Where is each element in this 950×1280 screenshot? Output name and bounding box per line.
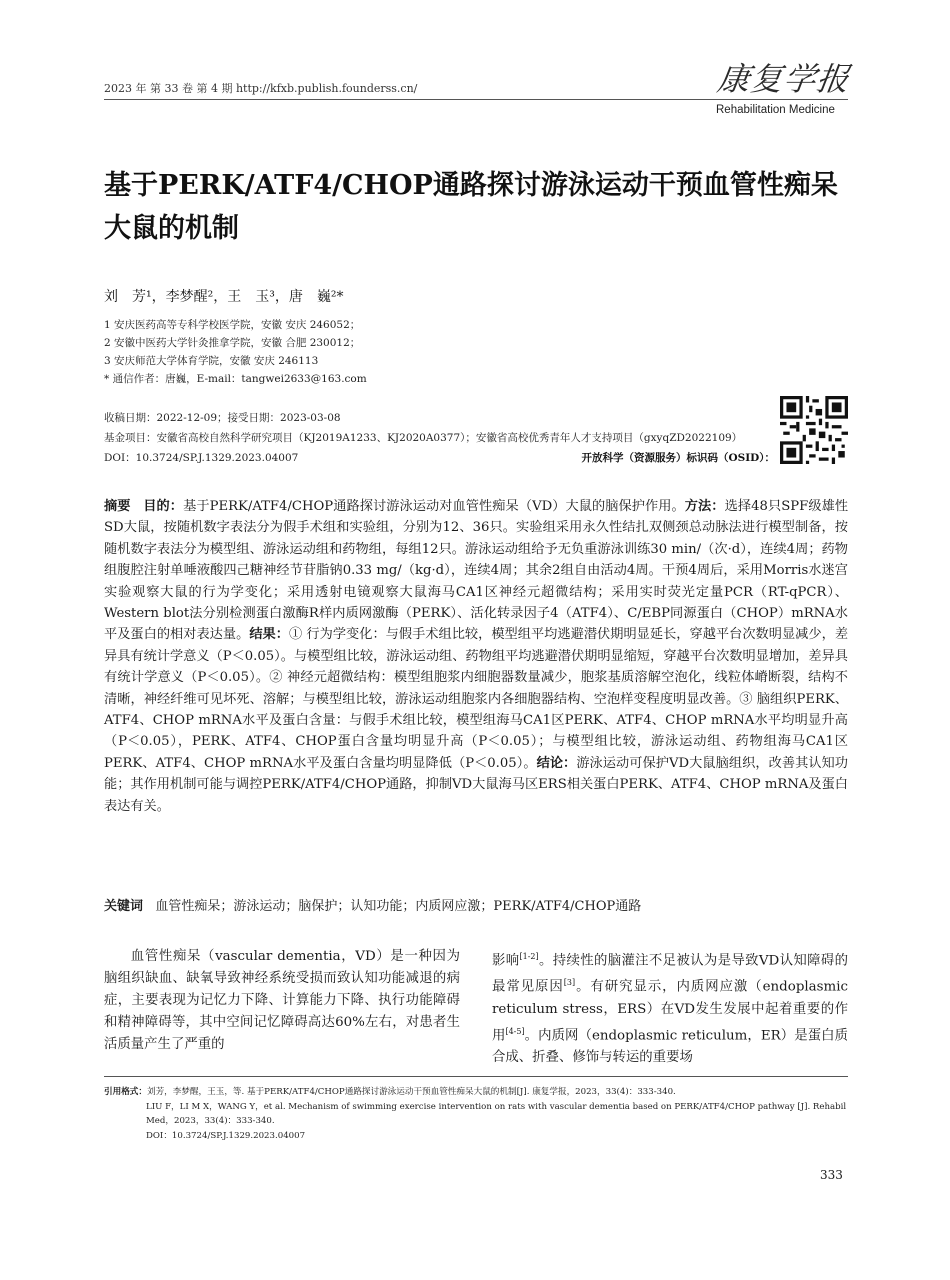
results-label: 结果： [249, 627, 289, 643]
conclusion-text: 游泳运动可保护VD大鼠脑组织，改善其认知功能；其作用机制可能与调控PERK/ATF4/CHOP通路，抑制VD大鼠海马区ERS相关蛋白PERK、ATF4、CHOP mRNA及蛋白表达有关。 [104, 755, 848, 814]
body-text: 。内质网（endoplasmic reticulum，ER）是蛋白质合成、折叠、修饰与转运的重要场 [492, 1028, 849, 1066]
header-divider [104, 99, 848, 100]
footer-divider [104, 1076, 848, 1077]
citation-cn: 刘芳，李梦醒，王玉，等. 基于PERK/ATF4/CHOP通路探讨游泳运动干预血管性痴呆大鼠的机制[J]. 康复学报，2023，33(4)：333-340. [146, 1087, 676, 1097]
qr-code-icon[interactable] [780, 396, 848, 464]
abstract-label: 摘要 [104, 499, 131, 514]
affiliation-1: 1 安庆医药高等专科学校医学院，安徽 安庆 246052； [104, 319, 361, 331]
journal-issue-info: 2023 年 第 33 卷 第 4 期 http://kfxb.publish.founderss.cn/ [104, 82, 418, 95]
keywords-label: 关键词 [104, 899, 144, 914]
corresponding-author: * 通信作者：唐巍，E-mail：tangwei2633@163.com [104, 373, 367, 385]
author-list: 刘 芳¹，李梦醒²，王 玉³，唐 巍²* [104, 289, 344, 305]
body-column-right [492, 946, 848, 1069]
body-text: 。持续性的脑灌注不足被认为是导致VD认知障碍的最常见原因 [492, 953, 849, 995]
body-text: 。有研究显示，内质网应激（endoplasmic reticulum stress，ERS）在VD发生发展中起着重要的作用 [492, 979, 849, 1044]
citation-format [104, 1085, 848, 1143]
citation-en: LIU F，LI M X，WANG Y，et al. Mechanism of swimming exercise intervention on rats with vascular dementia based on PERK/ATF4/CHOP pathway [J]. Rehabil Med，2023，33(4)：333-340. [146, 1101, 847, 1126]
reference-link[interactable]: [3] [563, 978, 576, 988]
keywords-text: 血管性痴呆；游泳运动；脑保护；认知功能；内质网应激；PERK/ATF4/CHOP通路 [155, 899, 642, 914]
affiliation-3: 3 安庆师范大学体育学院，安徽 安庆 246113 [104, 355, 319, 367]
conclusion-label: 结论： [536, 755, 577, 771]
citation-doi: DOI：10.3724/SP.J.1329.2023.04007 [146, 1130, 306, 1141]
citation-label: 引用格式： [104, 1087, 147, 1097]
results-text: ① 行为学变化：与假手术组比较，模型组平均逃避潜伏期明显延长，穿越平台次数明显减少，差异具有统计学意义（P＜0.05）。与模型组比较，游泳运动组、药物组平均逃避潜伏期明显缩短，穿越平台次数明显增加，差异具有统计学意义（P＜0.05）。② 神经元超微结构：模型组胞浆内细胞器数量减少，胞浆基质溶解空泡化，线粒体嵴断裂，结构不清晰，神经纤维可见坏死、溶解；与模型组比较，游泳运动组胞浆内各细胞器结构、空泡样变程度明显改善。③ 脑组织PERK、ATF4、CHOP mRNA水平及蛋白含量：与假手术组比较，模型组海马CA1区PERK、ATF4、CHOP mRNA水平均明显升高（P＜0.05），PERK、ATF4、CHOP蛋白含量均明显升高（P＜0.05）；与模型组比较，游泳运动组、药物组海马CA1区PERK、ATF4、CHOP mRNA水平及蛋白含量均明显降低（P＜0.05）。 [104, 627, 849, 771]
body-column-left: 血管性痴呆（vascular dementia，VD）是一种因为脑组织缺血、缺氧导致神经系统受损而致认知功能减退的病症，主要表现为记忆力下降、计算能力下降、执行功能障碍和精神障碍等，其中空间记忆障碍高达60%左右，对患者生活质量产生了严重的 [104, 949, 460, 1052]
doi: DOI：10.3724/SP.J.1329.2023.04007 [104, 452, 299, 464]
methods-text: 选择48只SPF级雄性SD大鼠，按随机数字表法分为假手术组和实验组，分别为12、36只。实验组采用永久性结扎双侧颈总动脉法进行模型制备，按随机数字表法分为模型组、游泳运动组和药物组，每组12只。游泳运动组给予无负重游泳训练30 min/（次·d），连续4周；药物组腹腔注射单唾液酸四己糖神经节苷脂钠0.33 mg/（kg·d），连续4周；其余2组自由活动4周。干预4周后，采用Morris水迷宫实验观察大鼠的行为学变化；采用透射电镜观察大鼠海马CA1区神经元超微结构；采用实时荧光定量PCR（RT-qPCR）、Western blot法分别检测蛋白激酶R样内质网激酶（PERK）、活化转录因子4（ATF4）、C/EBP同源蛋白（CHOP）mRNA水平及蛋白的相对表达量。 [104, 499, 849, 643]
body-text: 影响 [492, 953, 520, 969]
page-number: 333 [820, 1168, 843, 1182]
purpose-text: 基于PERK/ATF4/CHOP通路探讨游泳运动对血管性痴呆（VD）大鼠的脑保护作用。 [183, 499, 685, 514]
journal-logo-english: Rehabilitation Medicine [716, 104, 835, 116]
received-date: 收稿日期：2022-12-09；接受日期：2023-03-08 [104, 412, 341, 424]
article-title: 基于PERK/ATF4/CHOP通路探讨游泳运动干预血管性痴呆大鼠的机制 [104, 170, 838, 244]
fund-info: 基金项目：安徽省高校自然科学研究项目（KJ2019A1233、KJ2020A0377）；安徽省高校优秀青年人才支持项目（gxyqZD2022109） [104, 432, 743, 444]
purpose-label: 目的： [143, 499, 184, 514]
osid-label: 开放科学（资源服务）标识码（OSID）： [581, 452, 775, 464]
abstract [104, 496, 848, 817]
keywords [104, 895, 848, 914]
reference-link[interactable]: [1-2] [519, 952, 539, 961]
journal-logo: 康复学报 [715, 60, 853, 98]
reference-link[interactable]: [4-5] [505, 1026, 525, 1036]
affiliation-2: 2 安徽中医药大学针灸推拿学院，安徽 合肥 230012； [104, 337, 361, 349]
methods-label: 方法： [684, 499, 725, 514]
